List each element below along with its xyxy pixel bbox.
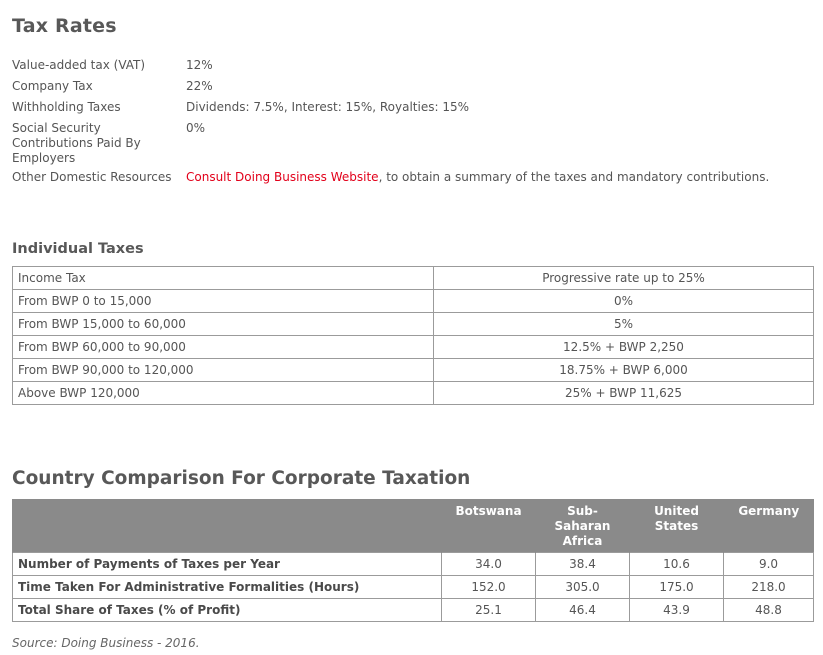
bracket-cell: Income Tax	[13, 267, 434, 290]
rate-value-suffix: , to obtain a summary of the taxes and mandatory contributions.	[378, 170, 770, 184]
header-germany: Germany	[724, 499, 814, 553]
header-line: Africa	[562, 534, 603, 548]
header-botswana: Botswana	[442, 499, 536, 553]
rate-label: Withholding Taxes	[12, 100, 121, 114]
tax-rates-list	[12, 58, 814, 191]
header-blank-cell	[13, 499, 442, 553]
header-united-states	[630, 499, 724, 553]
table-header-row	[13, 499, 814, 553]
value-cell: 34.0	[442, 553, 536, 576]
individual-taxes-table	[12, 266, 814, 405]
rate-value: 0%	[186, 121, 206, 135]
bracket-cell: From BWP 15,000 to 60,000	[13, 313, 434, 336]
value-cell: 25.1	[442, 599, 536, 622]
table-row	[13, 267, 814, 290]
rate-value	[186, 170, 814, 185]
bracket-cell: From BWP 60,000 to 90,000	[13, 336, 434, 359]
value-cell: 175.0	[630, 576, 724, 599]
bracket-cell: From BWP 0 to 15,000	[13, 290, 434, 313]
header-line: States	[654, 519, 699, 533]
value-cell: 218.0	[724, 576, 814, 599]
table-row	[13, 313, 814, 336]
value-cell: 43.9	[630, 599, 724, 622]
header-line: Sub-	[567, 504, 598, 518]
tax-rates-heading: Tax Rates	[12, 15, 117, 37]
table-row	[13, 553, 814, 576]
rate-row-social-security	[12, 121, 814, 166]
header-line: United	[654, 504, 699, 518]
value-cell: 38.4	[536, 553, 630, 576]
rate-cell: Progressive rate up to 25%	[434, 267, 814, 290]
rate-label: Social Security Contributions Paid By Employers	[12, 121, 141, 165]
rate-cell: 12.5% + BWP 2,250	[434, 336, 814, 359]
value-cell: 10.6	[630, 553, 724, 576]
row-label: Number of Payments of Taxes per Year	[13, 553, 442, 576]
doing-business-link[interactable]: Consult Doing Business Website	[186, 170, 379, 184]
table-row	[13, 290, 814, 313]
value-cell: 46.4	[536, 599, 630, 622]
bracket-cell: From BWP 90,000 to 120,000	[13, 359, 434, 382]
source-note: Source: Doing Business - 2016.	[12, 636, 200, 650]
country-comparison-table	[12, 499, 814, 622]
row-label: Time Taken For Administrative Formalities (Hours)	[13, 576, 442, 599]
rate-cell: 0%	[434, 290, 814, 313]
rate-cell: 18.75% + BWP 6,000	[434, 359, 814, 382]
rate-label: Other Domestic Resources	[12, 170, 172, 184]
country-comparison-heading: Country Comparison For Corporate Taxation	[12, 468, 471, 489]
table-row	[13, 599, 814, 622]
table-row	[13, 576, 814, 599]
table-row	[13, 382, 814, 405]
value-cell: 9.0	[724, 553, 814, 576]
table-row	[13, 359, 814, 382]
value-cell: 305.0	[536, 576, 630, 599]
bracket-cell: Above BWP 120,000	[13, 382, 434, 405]
rate-row-company-tax	[12, 79, 814, 94]
header-line: Saharan	[554, 519, 611, 533]
table-row	[13, 336, 814, 359]
rate-label: Value-added tax (VAT)	[12, 58, 146, 72]
rate-row-withholding	[12, 100, 814, 115]
rate-value: Dividends: 7.5%, Interest: 15%, Royalties: 15%	[186, 100, 469, 114]
rate-row-vat	[12, 58, 814, 73]
rate-row-other-resources	[12, 170, 814, 185]
rate-cell: 25% + BWP 11,625	[434, 382, 814, 405]
individual-taxes-heading: Individual Taxes	[12, 241, 144, 257]
rate-cell: 5%	[434, 313, 814, 336]
rate-value: 12%	[186, 58, 213, 72]
rate-label: Company Tax	[12, 79, 93, 93]
value-cell: 48.8	[724, 599, 814, 622]
row-label: Total Share of Taxes (% of Profit)	[13, 599, 442, 622]
rate-value: 22%	[186, 79, 213, 93]
header-sub-saharan-africa	[536, 499, 630, 553]
value-cell: 152.0	[442, 576, 536, 599]
